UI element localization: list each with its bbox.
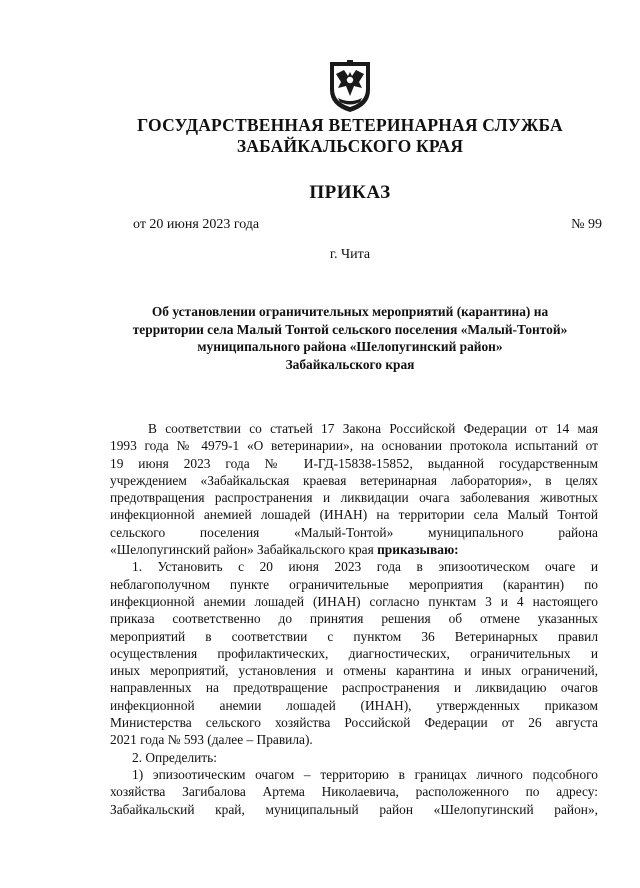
body-line: 19 июня 2023 года № И-ГД-15838-15852, выданной государственным — [110, 455, 598, 471]
body-line: 1) эпизоотическим очагом – территорию в границах личного подсобного — [132, 766, 598, 782]
body-line: сельского поселения «Малый-Тонтой» муниципального района — [110, 524, 598, 540]
body-line: приказа соответственно до принятия решения об отмене указанных — [110, 611, 598, 627]
body-line: мероприятий в соответствии с пунктом 36 Ветеринарных правил — [110, 628, 598, 644]
body-line: 1993 года № 4979-1 «О ветеринарии», на основании протокола испытаний от — [110, 438, 598, 454]
coat-of-arms-icon — [326, 60, 374, 114]
org-name-line2: ЗАБАЙКАЛЬСКОГО КРАЯ — [236, 136, 464, 156]
body-line: 2021 года № 593 (далее – Правила). — [110, 732, 313, 748]
body-line: инфекционной анемии лошадей (ИНАН) согласно пунктам 3 и 4 настоящего — [110, 593, 598, 609]
body-line: иных мероприятий, установления и отмены карантина и иных ограничений, — [110, 663, 598, 679]
document-subject — [90, 303, 610, 373]
body-line: инфекционной анемией лошадей (ИНАН) на территории села Малый Тонтой — [110, 507, 598, 523]
body-line: учреждением «Забайкальская краевая ветеринарная лаборатория», в целях — [110, 472, 598, 488]
document-city: г. Чита — [329, 247, 371, 262]
body-line: Министерства сельского хозяйства Российской Федерации от 26 августа — [110, 715, 598, 731]
body-line: 1. Установить с 20 июня 2023 года в эпизоотическом очаге и — [132, 559, 598, 575]
body-line — [110, 541, 598, 558]
body-line: неблагополучном пункте ограничительные мероприятия (карантин) по — [110, 576, 598, 592]
body-line: Забайкальский край, муниципальный район «Шелопугинский район», — [110, 801, 598, 817]
document-type: ПРИКАЗ — [309, 182, 391, 203]
body-line: инфекционной анемии лошадей (ИНАН), утвержденных приказом — [110, 697, 598, 713]
order-word: приказываю: — [377, 542, 459, 558]
body-line: 2. Определить: — [132, 749, 217, 765]
subject-line: территории села Малый Тонтой сельского поселения «Малый-Тонтой» — [132, 321, 568, 337]
document-body — [110, 420, 598, 818]
body-line: осуществления профилактических, диагностических, ограничительных и — [110, 645, 598, 661]
body-line: направленных на предотвращение распространения и ликвидацию очагов — [110, 680, 598, 696]
body-line: В соответствии со статьей 17 Закона Российской Федерации от 14 мая — [148, 421, 598, 436]
document-date: от 20 июня 2023 года — [133, 217, 260, 232]
subject-line: Забайкальского края — [285, 356, 415, 372]
subject-line: муниципального района «Шелопугинский район» — [197, 339, 503, 354]
org-name-line1: ГОСУДАРСТВЕННАЯ ВЕТЕРИНАРНАЯ СЛУЖБА — [137, 115, 563, 135]
body-line-text: «Шелопугинский район» Забайкальского края — [110, 542, 378, 558]
body-line: предотвращения распространения и ликвидации очага заболевания животных — [110, 490, 598, 506]
subject-line: Об установлении ограничительных мероприятий (карантина) на — [151, 304, 549, 319]
body-line: хозяйства Загибалова Артема Николаевича, расположенного по адресу: — [110, 784, 598, 800]
document-number: № 99 — [571, 217, 602, 232]
